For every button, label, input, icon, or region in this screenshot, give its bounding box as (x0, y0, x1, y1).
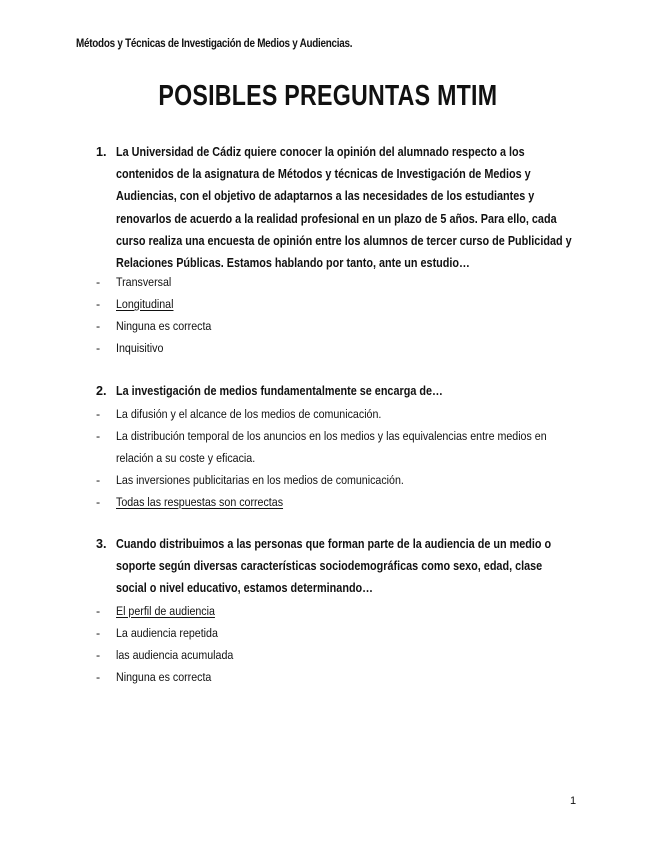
option-correct[interactable] (0, 491, 655, 513)
option-marker: - (96, 297, 101, 311)
option[interactable] (0, 666, 655, 688)
option-text: Inquisitivo (116, 341, 164, 355)
question-text: La Universidad de Cádiz quiere conocer la opinión del alumnado respecto a los contenidos de la asignatura de Métodos y técnicas de Investigación de Medios y Audiencias, con el objetivo de adaptarnos a las necesidades de los estudiantes y renovarlos de acuerdo a la realidad profesional en un plazo de 5 años. Para ello, cada curso realiza una encuesta de opinión entre los alumnos de tercer curso de Publicidad y Relaciones Públicas. Estamos hablando por tanto, ante un estudio… (116, 145, 572, 271)
question-number: 3. (96, 537, 107, 551)
option[interactable] (0, 622, 655, 644)
option-marker: - (96, 275, 101, 289)
option-marker: - (96, 341, 101, 355)
question-number: 1. (96, 145, 107, 159)
option-text: La difusión y el alcance de los medios de comunicación. (116, 407, 382, 421)
option-text: Ninguna es correcta (116, 670, 212, 684)
question-text: La investigación de medios fundamentalmente se encarga de… (116, 384, 443, 398)
page-title-text: POSIBLES PREGUNTAS MTIM (158, 80, 497, 112)
option-text: La distribución temporal de los anuncios en los medios y las equivalencias entre medios en relación a su coste y eficacia. (116, 429, 547, 465)
page-title (0, 80, 655, 113)
page-number: 1 (570, 795, 577, 807)
option[interactable] (0, 644, 655, 666)
question-1 (96, 141, 636, 274)
option-text: El perfil de audiencia (116, 604, 215, 618)
option[interactable] (0, 425, 655, 469)
option-text: Longitudinal (116, 297, 174, 311)
option-text: La audiencia repetida (116, 626, 218, 640)
question-text: Cuando distribuimos a las personas que forman parte de la audiencia de un medio o soporte según diversas características sociodemográficas como sexo, edad, clase social o nivel educativo, estamos determinando… (116, 537, 552, 596)
option[interactable] (0, 403, 655, 425)
option-text: las audiencia acumulada (116, 648, 234, 662)
option-text: Las inversiones publicitarias en los medios de comunicación. (116, 473, 404, 487)
option-marker: - (96, 429, 101, 443)
question-number: 2. (96, 384, 107, 398)
option-marker: - (96, 670, 101, 684)
option[interactable] (0, 469, 655, 491)
option[interactable] (0, 315, 655, 337)
option-marker: - (96, 319, 101, 333)
option-marker: - (96, 495, 101, 509)
option-marker: - (96, 407, 101, 421)
option-marker: - (96, 473, 101, 487)
question-3 (96, 533, 636, 600)
option[interactable] (0, 271, 655, 293)
option-marker: - (96, 604, 101, 618)
option-text: Transversal (116, 275, 172, 289)
option-marker: - (96, 626, 101, 640)
option-correct[interactable] (0, 293, 655, 315)
option[interactable] (0, 337, 655, 359)
option-marker: - (96, 648, 101, 662)
option-text: Ninguna es correcta (116, 319, 212, 333)
options-question-1 (0, 271, 655, 359)
page-header: Métodos y Técnicas de Investigación de Medios y Audiencias. (76, 38, 353, 50)
options-question-3 (0, 600, 655, 688)
option-correct[interactable] (0, 600, 655, 622)
question-2 (96, 380, 636, 402)
option-text: Todas las respuestas son correctas (116, 495, 284, 509)
options-question-2 (0, 403, 655, 513)
